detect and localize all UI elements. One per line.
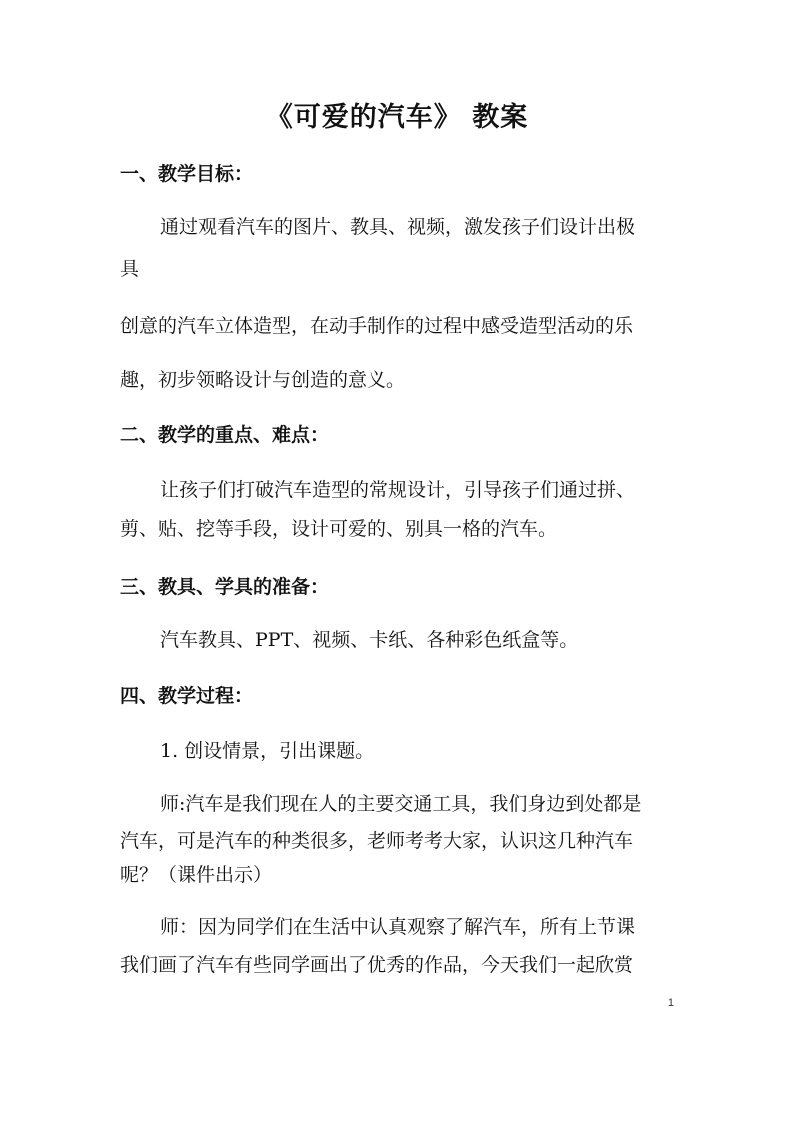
document-title: 《可爱的汽车》 教案 <box>265 102 529 133</box>
section-heading-key-points: 二、教学的重点、难点： <box>120 424 330 446</box>
paragraph-line: 汽车教具、PPT、视频、卡纸、各种彩色纸盒等。 <box>160 629 579 651</box>
page-number: 1 <box>667 997 674 1009</box>
paragraph-line: 具 <box>120 258 140 280</box>
paragraph-line: 我们画了汽车有些同学画出了优秀的作品，今天我们一起欣赏 <box>120 954 634 976</box>
paragraph-line: 剪、贴、挖等手段，设计可爱的、别具一格的汽车。 <box>120 518 558 540</box>
paragraph-line: 呢？（课件出示） <box>120 864 273 886</box>
section-heading-objectives: 一、教学目标： <box>120 163 254 185</box>
paragraph-line: 让孩子们打破汽车造型的常规设计，引导孩子们通过拼、 <box>160 479 636 501</box>
paragraph-line: 1. 创设情景，引出课题。 <box>160 740 375 762</box>
paragraph-line: 师:汽车是我们现在人的主要交通工具，我们身边到处都是 <box>160 793 642 815</box>
paragraph-line: 师：因为同学们在生活中认真观察了解汽车，所有上节课 <box>160 916 636 938</box>
paragraph-line: 趣，初步领略设计与创造的意义。 <box>120 369 406 391</box>
paragraph-line: 通过观看汽车的图片、教具、视频，激发孩子们设计出极 <box>160 216 636 238</box>
paragraph-line: 创意的汽车立体造型，在动手制作的过程中感受造型活动的乐 <box>120 315 634 337</box>
section-heading-process: 四、教学过程： <box>120 685 254 707</box>
paragraph-line: 汽车，可是汽车的种类很多，老师考考大家，认识这几种汽车 <box>120 830 634 852</box>
section-heading-materials: 三、教具、学具的准备： <box>120 576 330 598</box>
